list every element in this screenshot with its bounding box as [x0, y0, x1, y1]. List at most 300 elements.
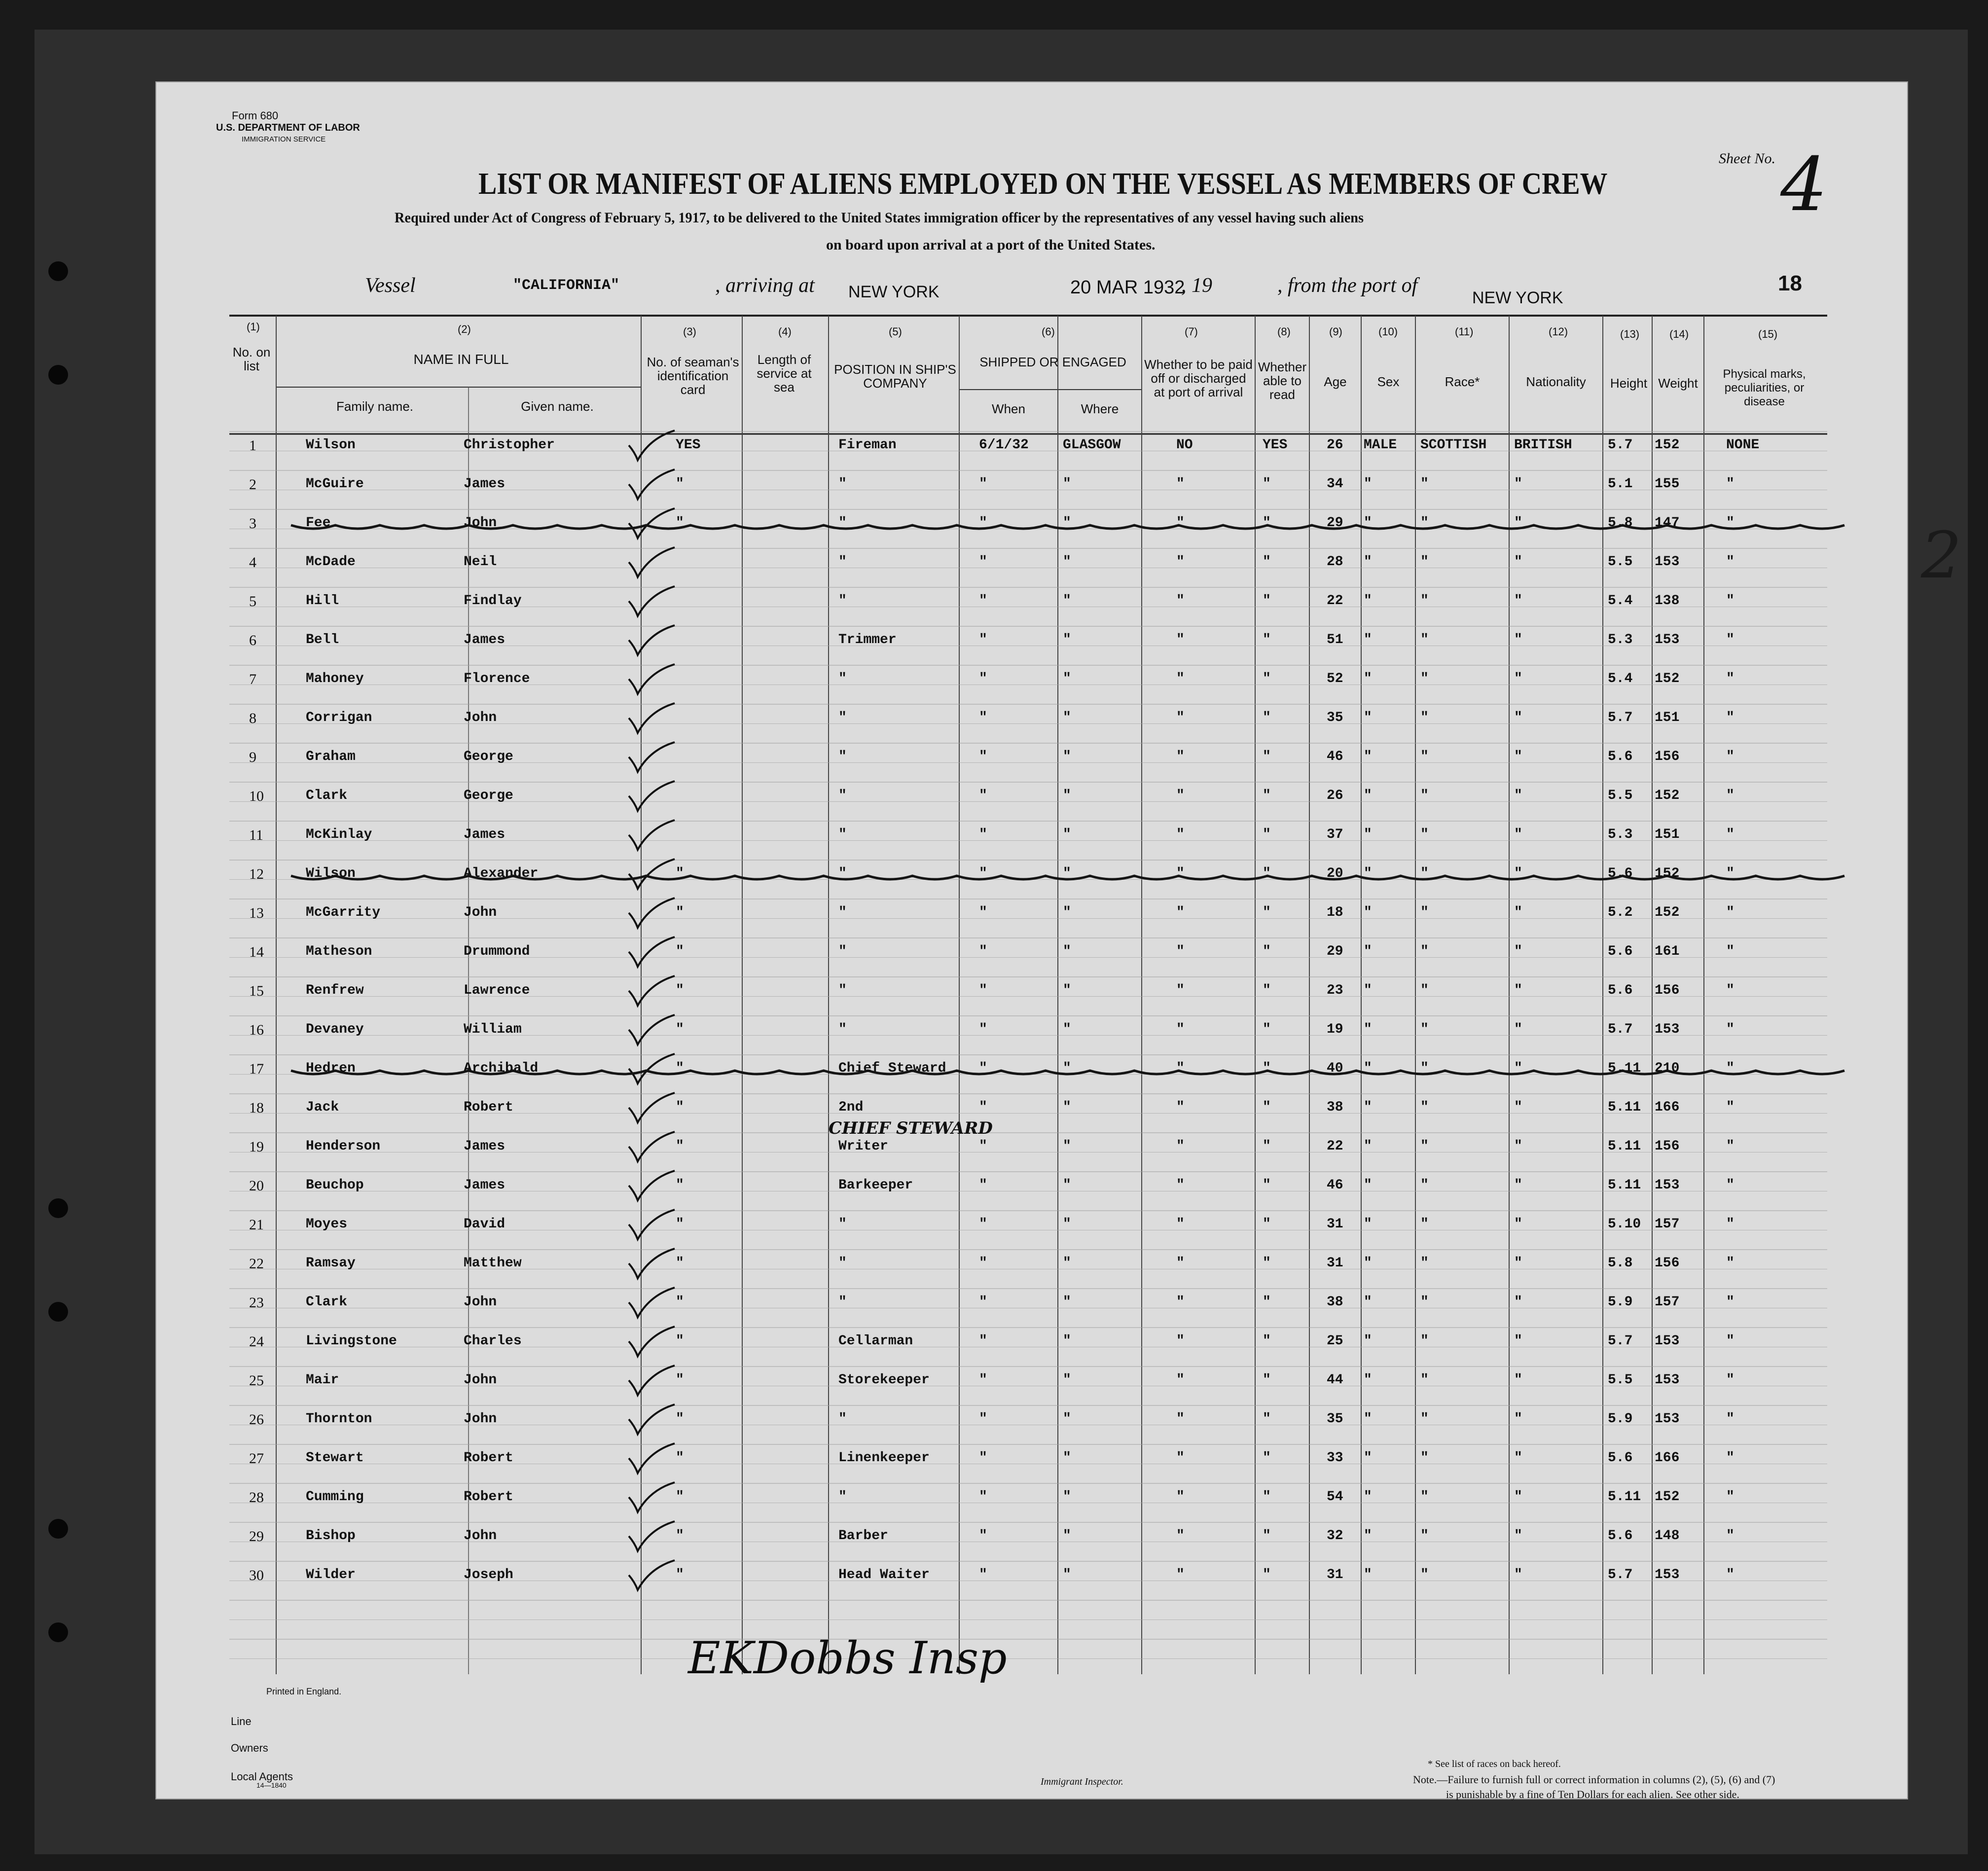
cell-when: "	[979, 1450, 987, 1466]
cell-read: "	[1263, 944, 1271, 959]
header-sex: Sex	[1377, 374, 1400, 389]
cell-marks: "	[1726, 710, 1735, 725]
cell-given: William	[464, 1022, 522, 1037]
cell-card: "	[676, 1178, 684, 1193]
cell-family: McKinlay	[306, 827, 372, 842]
cell-sex: "	[1364, 1450, 1372, 1466]
cell-given: Joseph	[464, 1567, 513, 1583]
cell-card: "	[676, 1295, 684, 1310]
cell-no: 25	[249, 1372, 264, 1389]
cell-race: "	[1420, 1256, 1429, 1271]
cell-paid: "	[1176, 983, 1185, 998]
cell-height: 5.3	[1608, 632, 1633, 648]
cell-weight: 156	[1655, 749, 1680, 764]
cell-age: 37	[1327, 827, 1343, 842]
cell-read: "	[1263, 1100, 1271, 1115]
check-mark	[629, 547, 675, 577]
cell-where: "	[1063, 710, 1071, 725]
owners-label: Owners	[231, 1742, 268, 1754]
cell-read: "	[1263, 1372, 1271, 1388]
cell-nationality: "	[1514, 1372, 1522, 1388]
cell-no: 1	[249, 437, 256, 454]
inspector-signature: EKDobbs Insp	[688, 1632, 1007, 1684]
header-no-on-list: No. on list	[232, 345, 271, 373]
cell-sex: "	[1364, 1256, 1372, 1271]
cell-given: Robert	[464, 1450, 513, 1466]
col-num: (2)	[458, 323, 471, 335]
side-mark: 2	[1921, 518, 1962, 593]
cell-position: "	[838, 905, 847, 920]
cell-sex: "	[1364, 1061, 1372, 1076]
cell-nationality: "	[1514, 515, 1522, 531]
cell-when: "	[979, 1100, 987, 1115]
cell-marks: "	[1726, 1061, 1735, 1076]
check-mark	[629, 431, 675, 460]
cell-height: 5.10	[1608, 1217, 1641, 1232]
cell-no: 26	[249, 1411, 264, 1428]
cell-weight: 153	[1655, 632, 1680, 648]
cell-height: 5.4	[1608, 593, 1633, 609]
cell-sex: "	[1364, 1411, 1372, 1427]
cell-weight: 153	[1655, 1178, 1680, 1193]
header-paid-off: Whether to be paid off or discharged at port of arrival	[1144, 357, 1253, 399]
date-stamp: 20 MAR 1932	[1070, 277, 1185, 298]
cell-sex: "	[1364, 554, 1372, 570]
cell-position: Cellarman	[838, 1333, 913, 1349]
cell-weight: 152	[1655, 1489, 1680, 1505]
cell-position: "	[838, 788, 847, 803]
cell-paid: "	[1176, 476, 1185, 492]
cell-sex: "	[1364, 1139, 1372, 1154]
cell-family: McGuire	[306, 476, 364, 492]
cell-family: McDade	[306, 554, 356, 570]
handwritten-chief-steward: CHIEF STEWARD	[829, 1118, 993, 1138]
cell-marks: "	[1726, 983, 1735, 998]
cell-read: "	[1263, 1295, 1271, 1310]
cell-where: "	[1063, 1100, 1071, 1115]
cell-where: "	[1063, 944, 1071, 959]
cell-given: John	[464, 515, 497, 531]
header-length-service: Length of service at sea	[757, 352, 812, 395]
cell-card: "	[676, 1567, 684, 1583]
arriving-label: , arriving at	[715, 274, 815, 297]
cell-race: "	[1420, 554, 1429, 570]
cell-marks: "	[1726, 1567, 1735, 1583]
cell-when: "	[979, 515, 987, 531]
cell-sex: "	[1364, 1489, 1372, 1505]
cell-when: "	[979, 710, 987, 725]
cell-age: 29	[1327, 515, 1343, 531]
cell-sex: "	[1364, 671, 1372, 686]
cell-race: "	[1420, 476, 1429, 492]
cell-position: Storekeeper	[838, 1372, 930, 1388]
cell-no: 4	[249, 554, 256, 571]
cell-paid: NO	[1176, 437, 1193, 453]
cell-no: 29	[249, 1528, 264, 1545]
cell-paid: "	[1176, 1450, 1185, 1466]
cell-family: Wilder	[306, 1567, 356, 1583]
cell-when: "	[979, 905, 987, 920]
cell-nationality: "	[1514, 1061, 1522, 1076]
cell-position: "	[838, 1217, 847, 1232]
cell-age: 19	[1327, 1022, 1343, 1037]
cell-age: 34	[1327, 476, 1343, 492]
cell-when: "	[979, 554, 987, 570]
cell-position: "	[838, 827, 847, 842]
col-num: (10)	[1378, 325, 1398, 338]
cell-family: Ramsay	[306, 1256, 356, 1271]
cell-given: Robert	[464, 1100, 513, 1115]
cell-position: "	[838, 710, 847, 725]
cell-card: "	[676, 1372, 684, 1388]
cell-age: 25	[1327, 1333, 1343, 1349]
check-mark	[629, 1404, 675, 1434]
cell-age: 31	[1327, 1217, 1343, 1232]
cell-race: "	[1420, 1489, 1429, 1505]
cell-card: "	[676, 866, 684, 881]
department: U.S. DEPARTMENT OF LABOR	[216, 122, 360, 133]
cell-paid: "	[1176, 1100, 1185, 1115]
header-name-in-full: NAME IN FULL	[413, 352, 509, 367]
from-port: NEW YORK	[1472, 288, 1563, 307]
sheet-label: Sheet No.	[1719, 150, 1775, 167]
cell-marks: "	[1726, 944, 1735, 959]
vessel-name: "CALIFORNIA"	[513, 277, 620, 294]
cell-no: 10	[249, 788, 264, 804]
cell-weight: 151	[1655, 710, 1680, 725]
cell-race: "	[1420, 749, 1429, 764]
check-mark	[629, 820, 675, 850]
cell-given: Matthew	[464, 1256, 522, 1271]
cell-paid: "	[1176, 671, 1185, 686]
cell-nationality: "	[1514, 476, 1522, 492]
cell-when: "	[979, 1372, 987, 1388]
cell-age: 31	[1327, 1567, 1343, 1583]
header-seaman-card: No. of seaman's identification card	[647, 355, 739, 397]
cell-family: Bell	[306, 632, 339, 648]
cell-position: "	[838, 983, 847, 998]
cell-position: "	[838, 1489, 847, 1505]
cell-age: 32	[1327, 1528, 1343, 1544]
cell-card: YES	[676, 437, 701, 453]
cell-when: "	[979, 1528, 987, 1544]
cell-sex: "	[1364, 1100, 1372, 1115]
cell-read: "	[1263, 1022, 1271, 1037]
cell-marks: "	[1726, 749, 1735, 764]
cell-nationality: "	[1514, 1022, 1522, 1037]
cell-where: "	[1063, 1295, 1071, 1310]
cell-nationality: "	[1514, 905, 1522, 920]
cell-given: Findlay	[464, 593, 522, 609]
cell-nationality: "	[1514, 1333, 1522, 1349]
cell-read: "	[1263, 710, 1271, 725]
cell-height: 5.1	[1608, 476, 1633, 492]
cell-family: Livingstone	[306, 1333, 397, 1349]
cell-family: Graham	[306, 749, 356, 764]
cell-paid: "	[1176, 1489, 1185, 1505]
cell-no: 5	[249, 593, 256, 610]
cell-when: "	[979, 983, 987, 998]
col-num: (7)	[1185, 325, 1198, 338]
cell-race: "	[1420, 1450, 1429, 1466]
cell-no: 8	[249, 710, 256, 726]
cell-read: "	[1263, 788, 1271, 803]
header-age: Age	[1324, 374, 1347, 389]
note-line-1: Note.—Failure to furnish full or correct information in columns (2), (5), (6) and (7)	[1413, 1773, 1775, 1786]
cell-paid: "	[1176, 1022, 1185, 1037]
check-mark	[629, 937, 675, 967]
cell-given: Christopher	[464, 437, 555, 453]
cell-age: 22	[1327, 1139, 1343, 1154]
cell-marks: "	[1726, 788, 1735, 803]
cell-where: "	[1063, 1178, 1071, 1193]
check-mark	[629, 1560, 675, 1590]
cell-weight: 156	[1655, 983, 1680, 998]
cell-when: "	[979, 1139, 987, 1154]
cell-sex: "	[1364, 983, 1372, 998]
check-mark	[629, 703, 675, 733]
cell-card: "	[676, 905, 684, 920]
cell-weight: 153	[1655, 1567, 1680, 1583]
cell-paid: "	[1176, 1295, 1185, 1310]
col-num: (15)	[1758, 328, 1778, 340]
cell-race: "	[1420, 827, 1429, 842]
cell-marks: "	[1726, 632, 1735, 648]
cell-read: "	[1263, 515, 1271, 531]
header-nationality: Nationality	[1526, 374, 1586, 389]
cell-position: "	[838, 554, 847, 570]
cell-given: James	[464, 632, 506, 648]
cell-nationality: "	[1514, 866, 1522, 881]
cell-read: "	[1263, 1217, 1271, 1232]
header-able-to-read: Whether able to read	[1258, 360, 1307, 402]
cell-where: "	[1063, 1217, 1071, 1232]
cell-height: 5.6	[1608, 983, 1633, 998]
check-mark	[629, 1443, 675, 1473]
cell-when: "	[979, 1489, 987, 1505]
cell-no: 16	[249, 1022, 264, 1038]
cell-paid: "	[1176, 1061, 1185, 1076]
cell-marks: "	[1726, 1411, 1735, 1427]
note-line-2: is punishable by a fine of Ten Dollars for each alien. See other side.	[1446, 1788, 1739, 1800]
races-footnote: * See list of races on back hereof.	[1428, 1759, 1561, 1769]
cell-age: 35	[1327, 1411, 1343, 1427]
cell-sex: "	[1364, 1372, 1372, 1388]
cell-weight: 153	[1655, 1333, 1680, 1349]
cell-card: "	[676, 1528, 684, 1544]
cell-nationality: "	[1514, 983, 1522, 998]
cell-race: "	[1420, 1022, 1429, 1037]
cell-sex: "	[1364, 1333, 1372, 1349]
cell-weight: 152	[1655, 866, 1680, 881]
cell-given: John	[464, 1295, 497, 1310]
cell-where: "	[1063, 1022, 1071, 1037]
cell-weight: 157	[1655, 1295, 1680, 1310]
cell-family: Beuchop	[306, 1178, 364, 1193]
check-mark	[629, 859, 675, 889]
cell-read: YES	[1263, 437, 1288, 453]
cell-paid: "	[1176, 1217, 1185, 1232]
cell-where: "	[1063, 554, 1071, 570]
cell-read: "	[1263, 1450, 1271, 1466]
cell-nationality: "	[1514, 1528, 1522, 1544]
cell-no: 21	[249, 1217, 264, 1233]
cell-paid: "	[1176, 827, 1185, 842]
cell-family: Matheson	[306, 944, 372, 959]
check-mark	[629, 1288, 675, 1317]
cell-marks: "	[1726, 1450, 1735, 1466]
cell-where: "	[1063, 749, 1071, 764]
cell-weight: 161	[1655, 944, 1680, 959]
cell-given: James	[464, 827, 506, 842]
header-race: Race*	[1445, 374, 1480, 389]
cell-when: "	[979, 866, 987, 881]
cell-height: 5.11	[1608, 1489, 1641, 1505]
cell-nationality: "	[1514, 1139, 1522, 1154]
header-weight: Weight	[1658, 376, 1698, 391]
cell-family: Bishop	[306, 1528, 356, 1544]
check-mark	[629, 1132, 675, 1161]
cell-position: Trimmer	[838, 632, 897, 648]
cell-family: Wilson	[306, 866, 356, 881]
cell-marks: "	[1726, 905, 1735, 920]
cell-card: "	[676, 1450, 684, 1466]
cell-weight: 156	[1655, 1139, 1680, 1154]
cell-marks: "	[1726, 1139, 1735, 1154]
cell-when: "	[979, 827, 987, 842]
cell-where: "	[1063, 632, 1071, 648]
cell-nationality: "	[1514, 1178, 1522, 1193]
cell-read: "	[1263, 554, 1271, 570]
cell-given: John	[464, 710, 497, 725]
cell-family: Stewart	[306, 1450, 364, 1466]
cell-sex: "	[1364, 866, 1372, 881]
cell-no: 19	[249, 1139, 264, 1155]
cell-where: "	[1063, 983, 1071, 998]
header-when: When	[992, 401, 1025, 416]
check-mark	[629, 1482, 675, 1512]
cell-paid: "	[1176, 905, 1185, 920]
cell-given: John	[464, 1411, 497, 1427]
cell-given: Robert	[464, 1489, 513, 1505]
cell-position: "	[838, 671, 847, 686]
cell-paid: "	[1176, 632, 1185, 648]
agents-code: 14—1840	[256, 1781, 287, 1789]
cell-race: "	[1420, 1217, 1429, 1232]
cell-no: 24	[249, 1333, 264, 1350]
cell-read: "	[1263, 983, 1271, 998]
cell-read: "	[1263, 1567, 1271, 1583]
cell-sex: "	[1364, 593, 1372, 609]
cell-race: "	[1420, 515, 1429, 531]
col-num: (5)	[889, 325, 902, 338]
cell-height: 5.7	[1608, 1333, 1633, 1349]
cell-weight: 210	[1655, 1061, 1680, 1076]
cell-no: 30	[249, 1567, 264, 1583]
cell-age: 22	[1327, 593, 1343, 609]
cell-sex: "	[1364, 788, 1372, 803]
cell-height: 5.8	[1608, 1256, 1633, 1271]
cell-sex: "	[1364, 827, 1372, 842]
cell-given: George	[464, 788, 513, 803]
cell-height: 5.11	[1608, 1178, 1641, 1193]
immigrant-inspector-label: Immigrant Inspector.	[1041, 1776, 1123, 1787]
cell-age: 28	[1327, 554, 1343, 570]
cell-family: Hill	[306, 593, 339, 609]
cell-paid: "	[1176, 1528, 1185, 1544]
cell-read: "	[1263, 1333, 1271, 1349]
cell-sex: "	[1364, 944, 1372, 959]
cell-marks: "	[1726, 476, 1735, 492]
cell-race: "	[1420, 788, 1429, 803]
cell-marks: "	[1726, 1022, 1735, 1037]
cell-sex: "	[1364, 749, 1372, 764]
cell-where: "	[1063, 593, 1071, 609]
cell-marks: "	[1726, 1372, 1735, 1388]
cell-position: Barber	[838, 1528, 888, 1544]
cell-position: "	[838, 1256, 847, 1271]
cell-weight: 166	[1655, 1450, 1680, 1466]
cell-sex: "	[1364, 1567, 1372, 1583]
cell-where: "	[1063, 1372, 1071, 1388]
cell-age: 40	[1327, 1061, 1343, 1076]
cell-family: Clark	[306, 1295, 348, 1310]
check-mark	[629, 1366, 675, 1395]
cell-marks: "	[1726, 1489, 1735, 1505]
cell-weight: 152	[1655, 788, 1680, 803]
cell-marks: "	[1726, 515, 1735, 531]
cell-sex: "	[1364, 1528, 1372, 1544]
cell-read: "	[1263, 593, 1271, 609]
cell-read: "	[1263, 671, 1271, 686]
arriving-port: NEW YORK	[848, 283, 940, 301]
cell-when: "	[979, 788, 987, 803]
cell-race: "	[1420, 593, 1429, 609]
cell-height: 5.6	[1608, 866, 1633, 881]
cell-read: "	[1263, 1411, 1271, 1427]
cell-race: "	[1420, 1178, 1429, 1193]
cell-nationality: "	[1514, 1489, 1522, 1505]
list-number: 18	[1778, 271, 1802, 295]
cell-position: "	[838, 1411, 847, 1427]
cell-where: "	[1063, 1567, 1071, 1583]
cell-nationality: "	[1514, 1256, 1522, 1271]
cell-given: John	[464, 1528, 497, 1544]
cell-family: Jack	[306, 1100, 339, 1115]
cell-weight: 147	[1655, 515, 1680, 531]
col-num: (12)	[1549, 325, 1568, 338]
col-num: (11)	[1455, 325, 1474, 338]
cell-card: "	[676, 515, 684, 531]
cell-weight: 153	[1655, 1411, 1680, 1427]
cell-sex: "	[1364, 905, 1372, 920]
cell-sex: "	[1364, 476, 1372, 492]
cell-nationality: "	[1514, 632, 1522, 648]
col-num: (14)	[1669, 328, 1689, 340]
cell-marks: "	[1726, 1100, 1735, 1115]
cell-position: "	[838, 866, 847, 881]
cell-age: 18	[1327, 905, 1343, 920]
cell-when: "	[979, 1022, 987, 1037]
cell-paid: "	[1176, 593, 1185, 609]
cell-height: 5.3	[1608, 827, 1633, 842]
cell-position: "	[838, 515, 847, 531]
cell-family: Wilson	[306, 437, 356, 453]
cell-position: Fireman	[838, 437, 897, 453]
cell-height: 5.7	[1608, 437, 1633, 453]
line-label: Line	[231, 1715, 252, 1727]
cell-sex: "	[1364, 632, 1372, 648]
